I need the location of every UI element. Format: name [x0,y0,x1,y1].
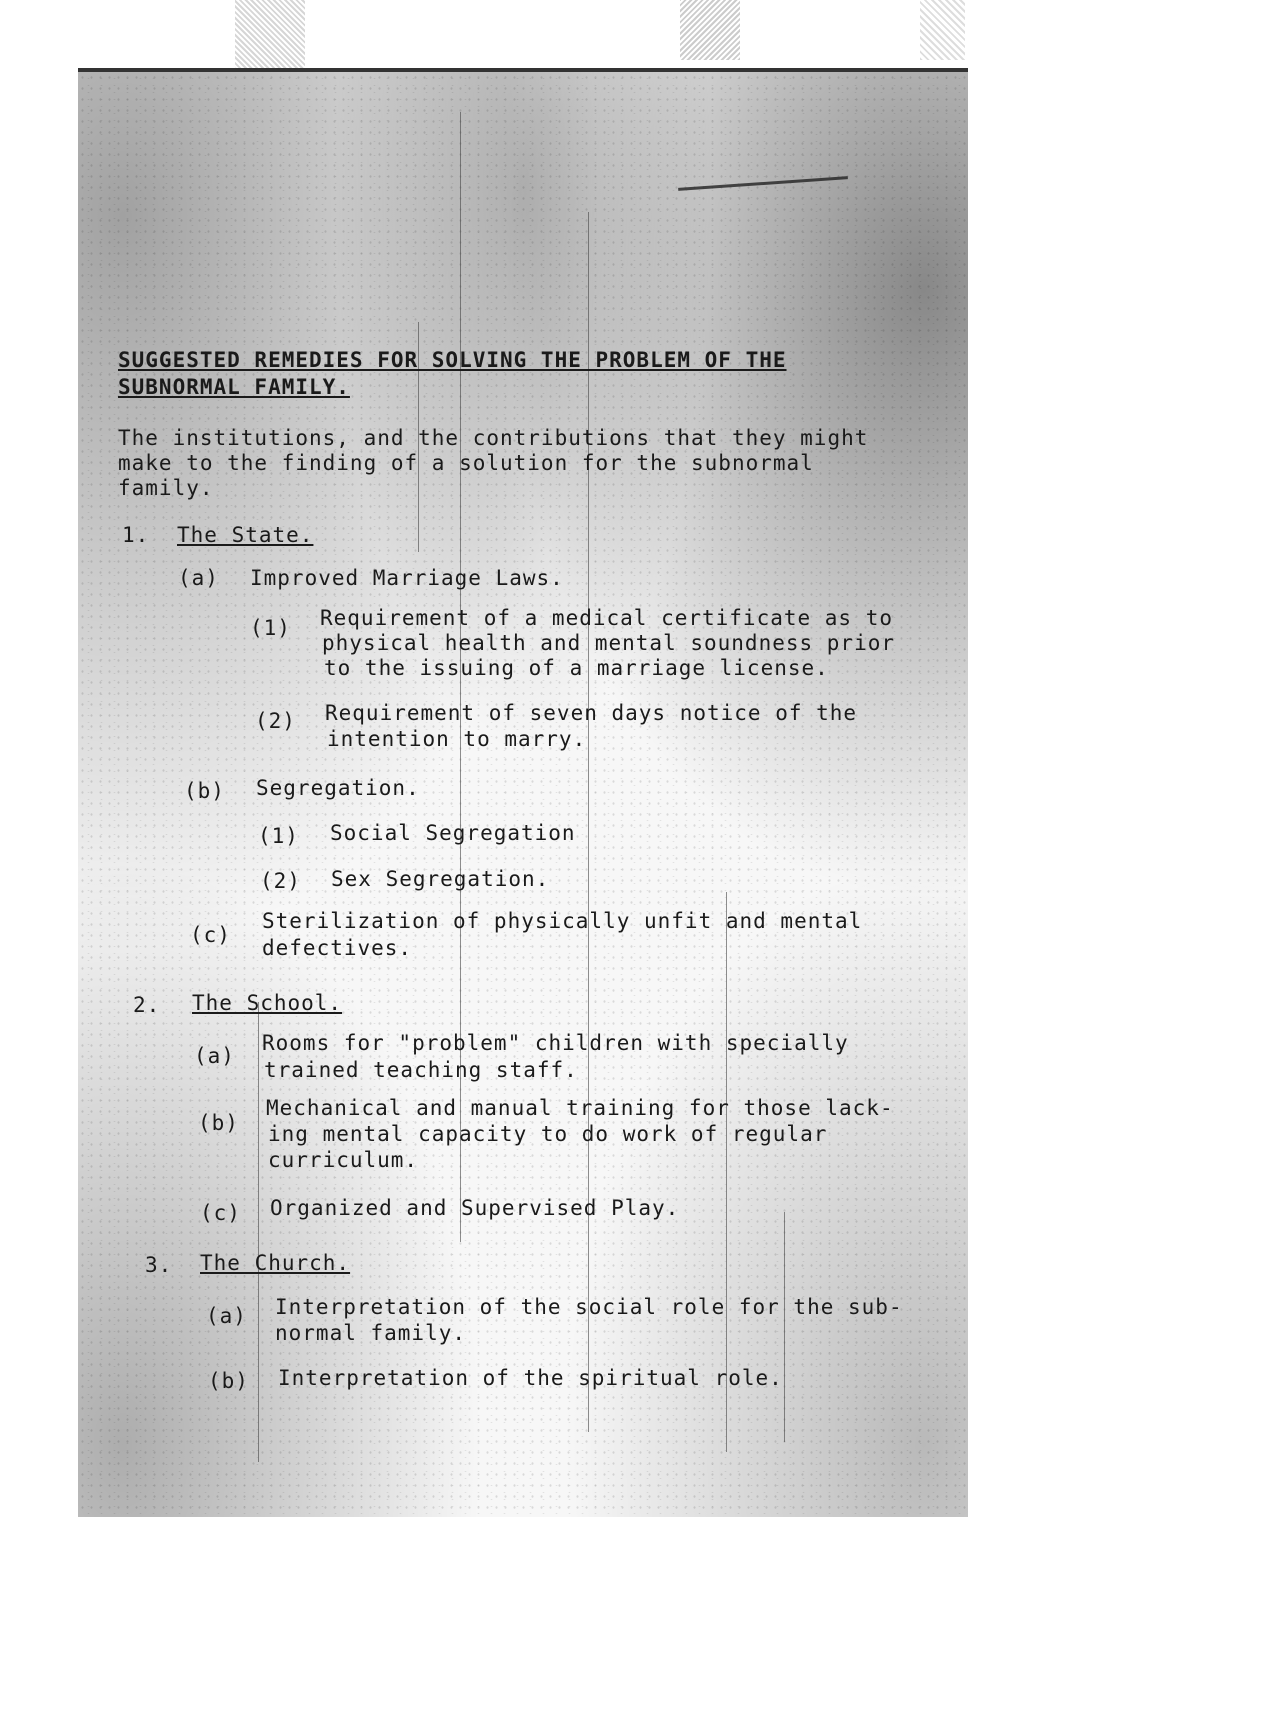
subitem-text: Requirement of seven days notice of the [325,701,858,725]
item-label: (b) [198,1111,239,1135]
section-number: 3. [145,1253,173,1277]
section-number: 2. [133,993,161,1017]
item-text: Improved Marriage Laws. [250,566,564,590]
item-label: (a) [194,1044,235,1068]
item-text: Rooms for "problem" children with specially [262,1031,849,1055]
item-text: trained teaching staff. [264,1058,578,1082]
item-label: (c) [200,1201,241,1225]
item-text: Interpretation of the spiritual role. [278,1366,783,1390]
subitem-text: intention to marry. [327,727,587,751]
intro-line: make to the finding of a solution for the subnormal [118,451,814,475]
item-text: Segregation. [256,776,420,800]
heading-line-1: SUGGESTED REMEDIES FOR SOLVING THE PROBLEM OF THE [118,348,787,372]
section-title: The Church. [200,1251,351,1275]
subitem-text: Requirement of a medical certificate as to [320,606,894,630]
subitem-label: (2) [255,709,296,733]
subitem-text: Sex Segregation. [331,867,550,891]
item-label: (a) [206,1304,247,1328]
section-number: 1. [122,523,150,547]
heading-line-2: SUBNORMAL FAMILY. [118,375,350,399]
section-title: The School. [192,991,343,1015]
item-text: Mechanical and manual training for those lack- [266,1096,894,1120]
item-text: ing mental capacity to do work of regular [268,1122,828,1146]
subitem-text: Social Segregation [330,821,576,845]
item-label: (a) [178,566,219,590]
item-text: Sterilization of physically unfit and mental [262,909,863,933]
item-text: Interpretation of the social role for the sub- [275,1295,903,1319]
subitem-label: (1) [258,824,299,848]
item-label: (c) [190,923,231,947]
section-title: The State. [177,523,314,547]
item-text: defectives. [262,936,413,960]
subitem-text: to the issuing of a marriage license. [324,656,829,680]
item-text: Organized and Supervised Play. [270,1196,680,1220]
item-text: normal family. [275,1321,467,1345]
intro-line: The institutions, and the contributions that they might [118,426,869,450]
subitem-label: (2) [260,869,301,893]
subitem-label: (1) [250,616,291,640]
item-text: curriculum. [268,1148,419,1172]
item-label: (b) [184,779,225,803]
intro-line: family. [118,476,214,500]
subitem-text: physical health and mental soundness prior [322,631,896,655]
item-label: (b) [208,1369,249,1393]
